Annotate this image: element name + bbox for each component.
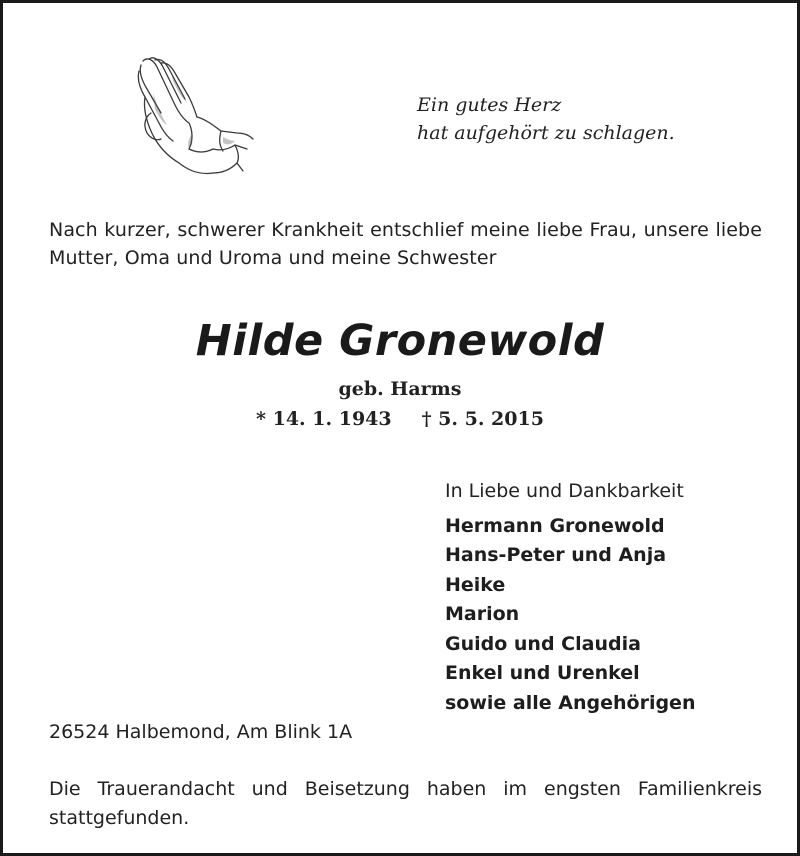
life-dates [3,406,797,432]
mourners-block [445,477,695,718]
birth-date: * 14. 1. 1943 [256,408,392,430]
motto-line-1: Ein gutes Herz [417,94,562,116]
mourner-name: sowie alle Angehörigen [445,691,696,714]
closing-text: Die Trauerandacht und Beisetzung haben im engsten Familienkreis stattgefunden. [49,778,762,829]
mourner-name: Guido und Claudia [445,632,641,655]
motto-line-2: hat aufgehört zu schlagen. [417,122,675,144]
address: 26524 Halbemond, Am Blink 1A [49,721,353,743]
praying-hands-icon [131,53,257,181]
mourners-lead: In Liebe und Dankbarkeit [445,480,684,502]
intro-text: Nach kurzer, schwerer Krankheit entschlief meine liebe Frau, unsere liebe Mutter, Oma und Uroma und meine Schwester [49,219,762,269]
mourner-name: Marion [445,603,520,625]
mourner-name: Hermann Gronewold [445,514,665,537]
deceased-name: Hilde Gronewold [195,316,605,366]
mourner-name: Hans-Peter und Anja [445,544,667,566]
mourner-name: Heike [445,573,506,596]
maiden-name: geb. Harms [338,378,462,400]
mourner-name: Enkel und Urenkel [445,662,640,684]
death-date: † 5. 5. 2015 [421,408,544,430]
motto [417,91,675,147]
